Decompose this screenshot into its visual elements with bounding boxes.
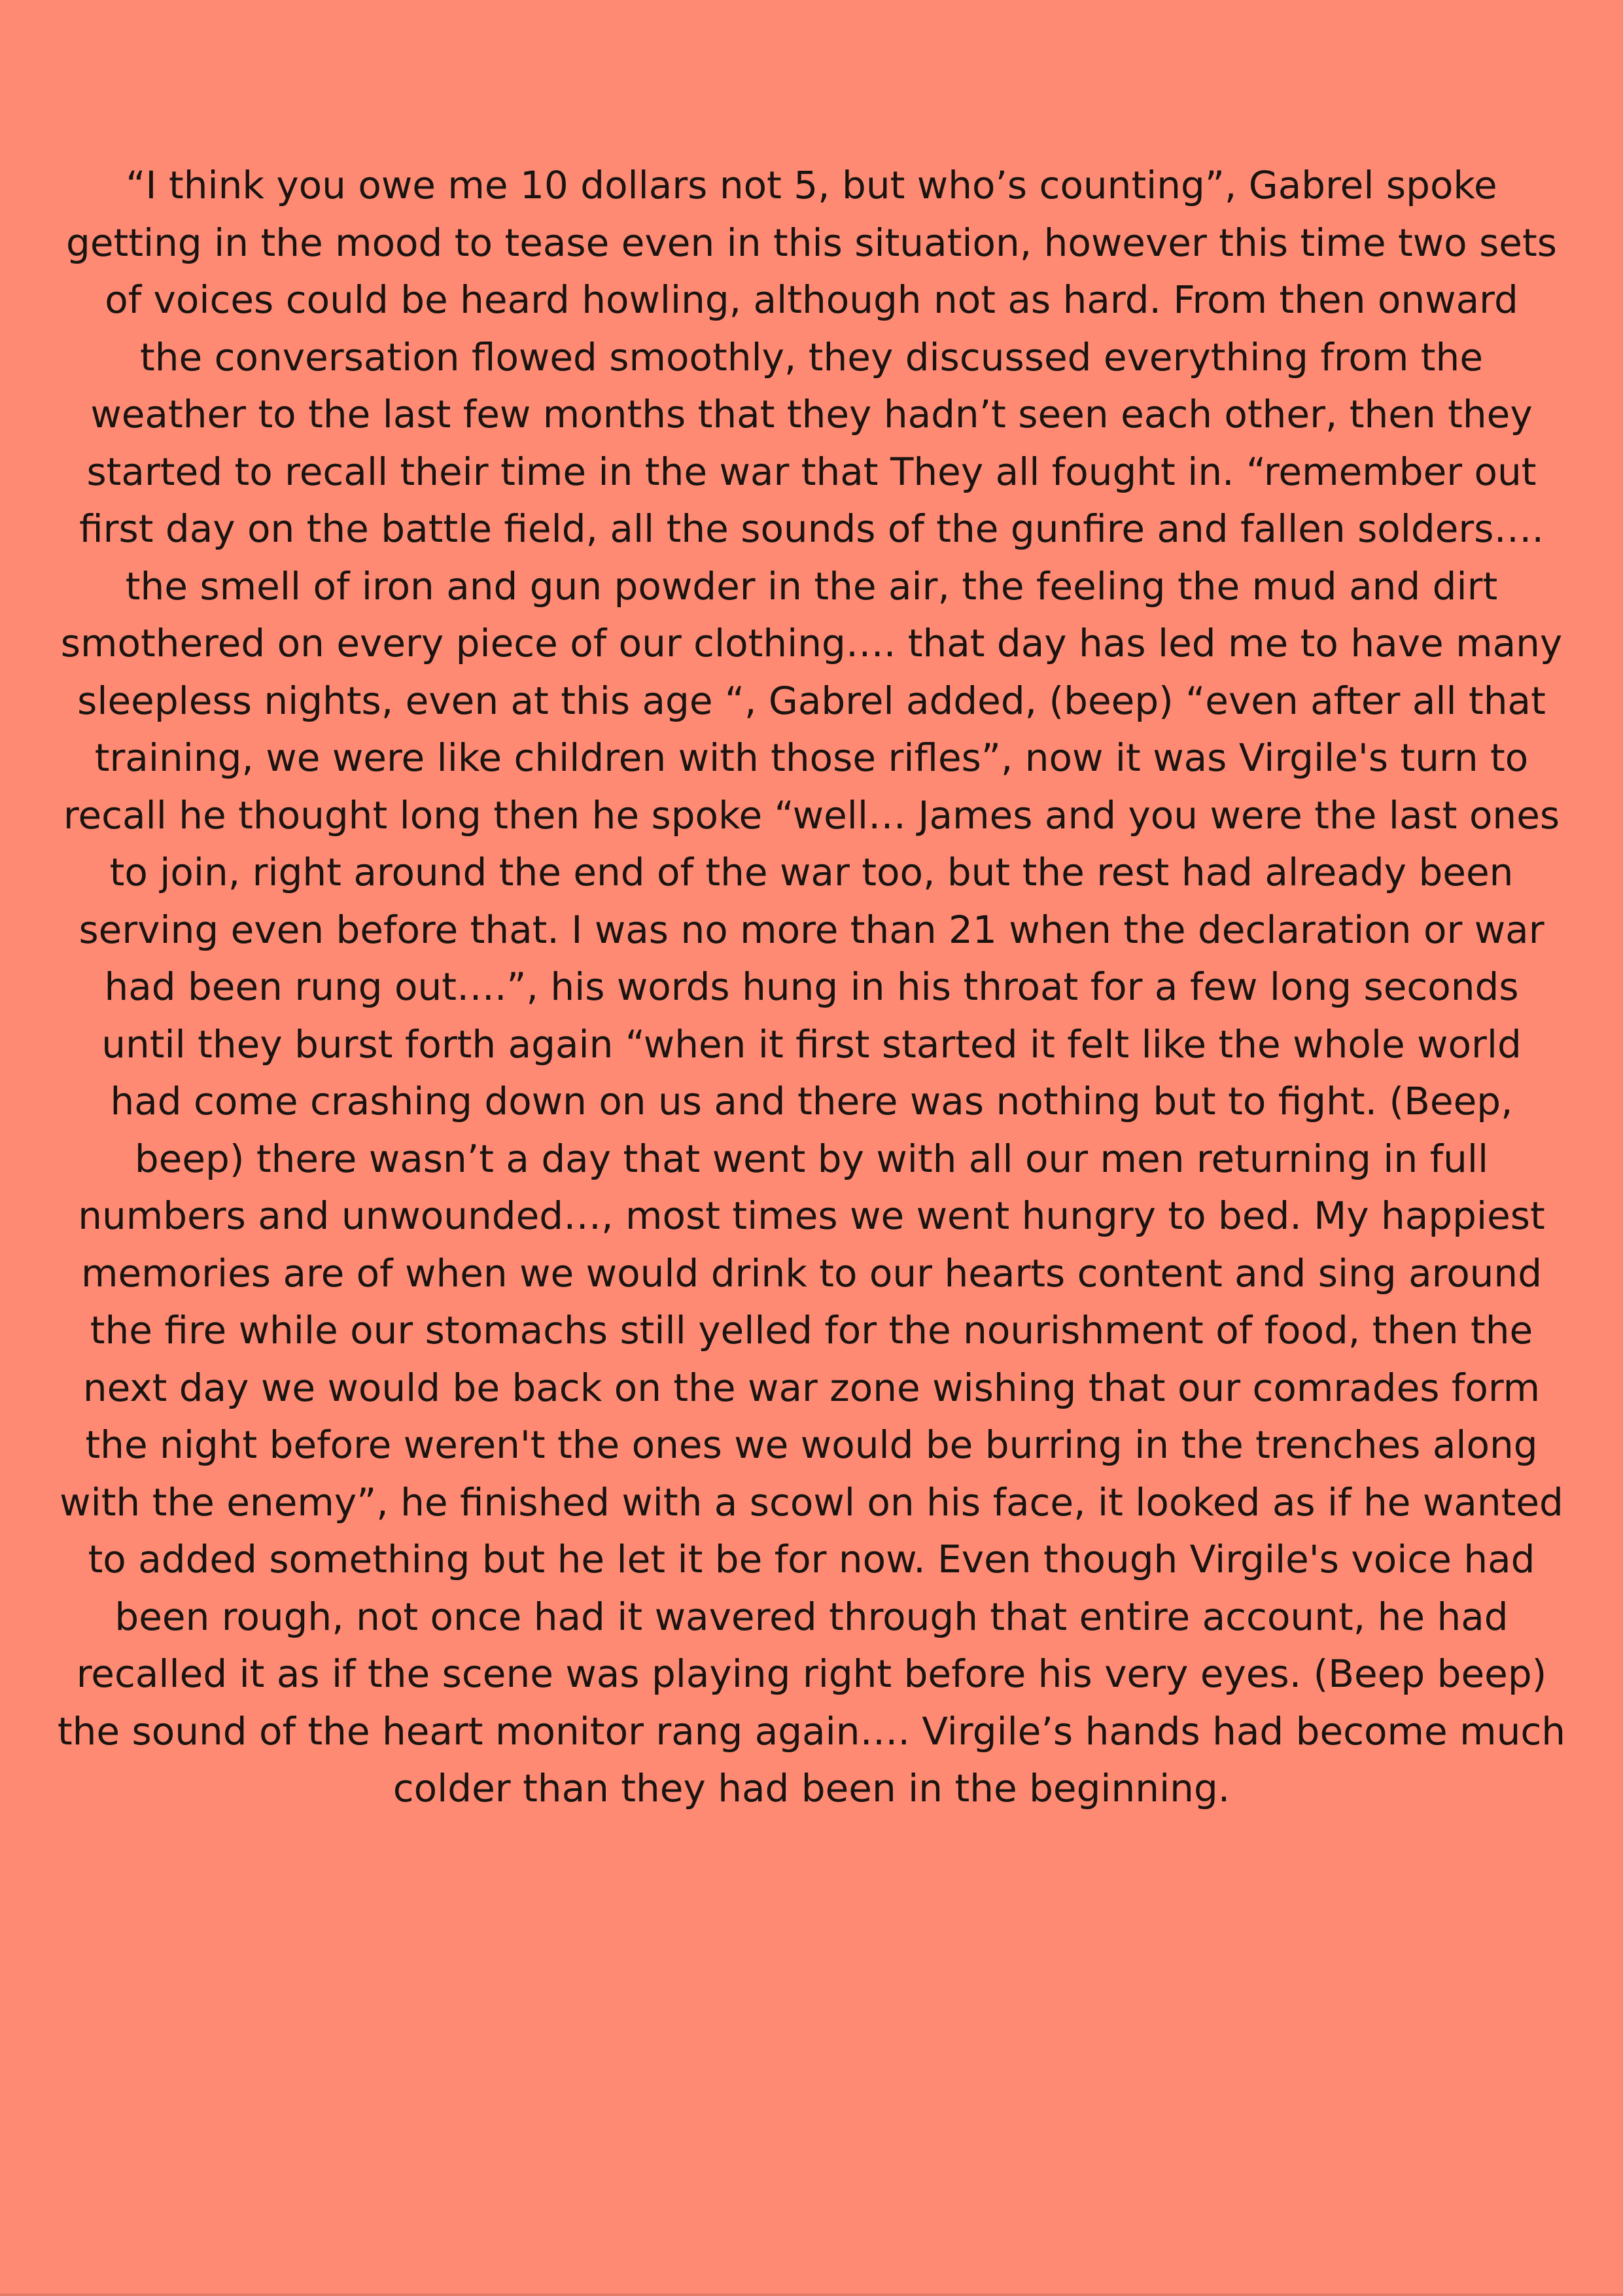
story-line: the night before weren't the ones we would be burring in the trenches along [85,1422,1538,1467]
story-line: first day on the battle field, all the sounds of the gunfire and fallen solders…. [79,506,1544,551]
story-line: sleepless nights, even at this age “, Gabrel added, (beep) “even after all that [77,678,1546,723]
story-line: colder than they had been in the beginning. [393,1766,1230,1810]
story-line: the conversation flowed smoothly, they discussed everything from the [140,334,1483,380]
page-bottom-edge [0,2293,1623,2296]
story-line: weather to the last few months that they hadn’t seen each other, then they [90,392,1533,436]
story-paragraph [33,157,1590,1818]
story-line: memories are of when we would drink to our hearts content and sing around [80,1250,1543,1296]
story-line: to added something but he let it be for now. Even though Virgile's voice had [88,1537,1535,1581]
story-line: “I think you owe me 10 dollars not 5, but who’s counting”, Gabrel spoke [126,163,1497,207]
story-line: the smell of iron and gun powder in the air, the feeling the mud and dirt [125,563,1498,609]
story-line: serving even before that. I was no more than 21 when the declaration or war [79,907,1544,952]
story-line: recall he thought long then he spoke “well… James and you were the last ones [63,792,1560,838]
story-line: numbers and unwounded…, most times we went hungry to bed. My happiest [78,1193,1545,1238]
story-line: started to recall their time in the war that They all fought in. “remember out [86,449,1537,494]
story-line: getting in the mood to tease even in this situation, however this time two sets [66,220,1557,265]
story-line: recalled it as if the scene was playing right before his very eyes. (Beep beep) [76,1651,1547,1696]
story-line: to join, right around the end of the war too, but the rest had already been [109,850,1514,894]
story-line: with the enemy”, he finished with a scowl on his face, it looked as if he wanted [60,1479,1563,1525]
story-line: next day we would be back on the war zone wishing that our comrades form [82,1365,1541,1410]
story-line: had been rung out….”, his words hung in his throat for a few long seconds [104,964,1519,1009]
story-line: of voices could be heard howling, although not as hard. From then onward [105,277,1518,322]
story-line: beep) there wasn’t a day that went by with all our men returning in full [134,1136,1489,1181]
story-line: the sound of the heart monitor rang again…. Virgile’s hands had become much [57,1708,1566,1754]
story-line: training, we were like children with those rifles”, now it was Virgile's turn to [94,735,1529,780]
story-line: smothered on every piece of our clothing…. that day has led me to have many [60,621,1563,665]
story-line: the fire while our stomachs still yelled for the nourishment of food, then the [90,1308,1533,1352]
story-line: until they burst forth again “when it first started it felt like the whole world [101,1021,1522,1067]
story-line: been rough, not once had it wavered through that entire account, he had [114,1594,1509,1639]
story-line: had come crashing down on us and there was nothing but to fight. (Beep, [110,1079,1513,1123]
